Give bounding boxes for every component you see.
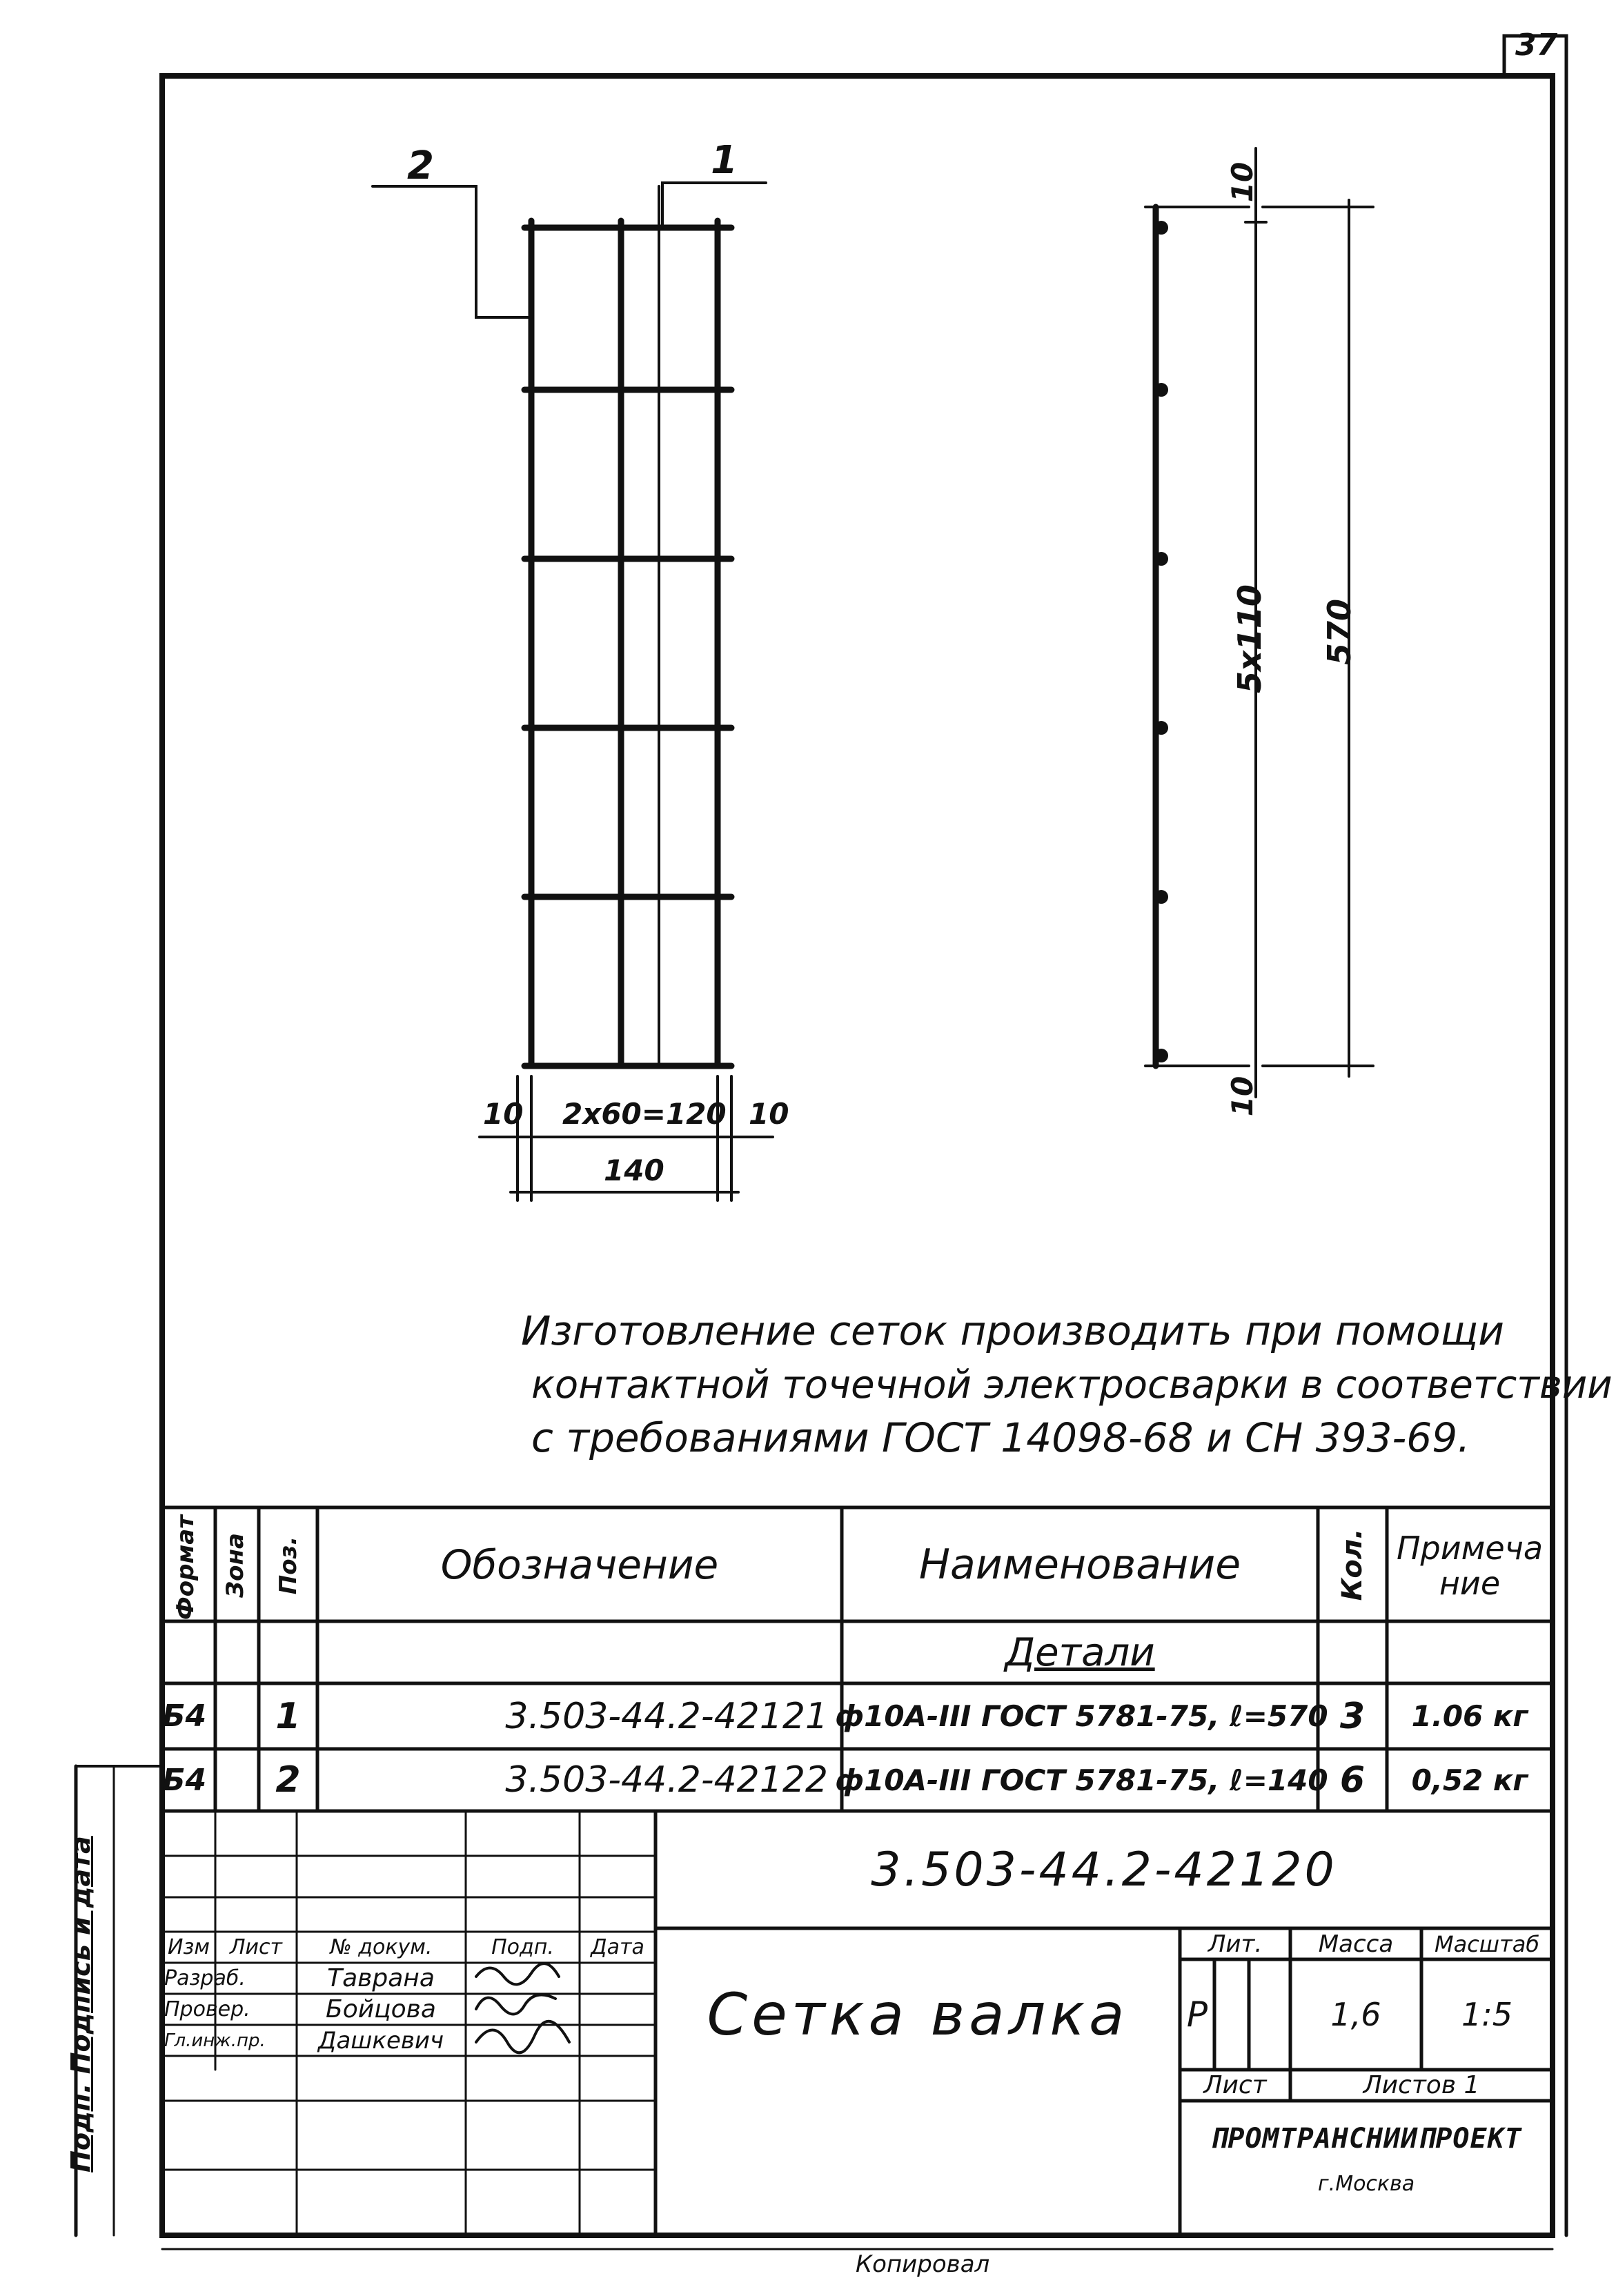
tb-scale-value: 1:5 (1461, 1996, 1513, 2033)
tb-lit-value: Р (1186, 1995, 1208, 2035)
tb-role-developer: Разраб. (164, 1966, 246, 1990)
spec-row-1-note: 1.06 кг (1411, 1699, 1528, 1733)
spec-row-2-format: Б4 (162, 1762, 207, 1798)
spec-row-2-qty: 6 (1339, 1759, 1366, 1801)
tb-mass-label: Масса (1318, 1930, 1394, 1958)
spec-row-2-pos: 2 (275, 1759, 301, 1801)
tb-mass-value: 1,6 (1330, 1996, 1381, 2033)
spec-header-name: Наименование (918, 1540, 1241, 1589)
tb-name-checker: Бойцова (326, 1995, 436, 2023)
note-line-3: с требованиями ГОСТ 14098-68 и СН 393-69. (531, 1414, 1470, 1461)
spec-row-1-name: ф10А-III ГОСТ 5781-75, ℓ=570 (835, 1699, 1328, 1733)
spec-row-2-note: 0,52 кг (1411, 1763, 1528, 1797)
signature-checker (476, 1995, 555, 2014)
spec-row-1-format: Б4 (162, 1699, 207, 1734)
sheet-number: 37 (1515, 28, 1558, 63)
dim-overall-width: 140 (604, 1154, 664, 1187)
spec-row-1-pos: 1 (275, 1695, 301, 1737)
tb-col-sheet: Лист (229, 1935, 283, 1959)
note-line-1: Изготовление сеток производить при помощи (521, 1307, 1504, 1354)
side-stamp: Подп. Подпись и дата (66, 1836, 96, 2173)
spec-row-1-designation: 3.503-44.2-42121 (505, 1695, 828, 1737)
dim-side-pitch: 5x110 (1231, 584, 1268, 693)
tb-name-chief-engineer: Дашкевич (317, 2026, 444, 2055)
tb-col-date: Дата (591, 1935, 644, 1959)
tb-role-checker: Провер. (164, 1997, 250, 2021)
dim-left-offset: 10 (483, 1097, 524, 1131)
callout-position-2: 2 (407, 144, 434, 188)
tb-col-docnum: № докум. (330, 1935, 433, 1959)
signature-chief-engineer (476, 2021, 569, 2053)
tb-role-chief-engineer: Гл.инж.пр. (164, 2030, 266, 2051)
bottom-stamp: Копировал (856, 2250, 990, 2278)
dim-side-top: 10 (1225, 161, 1259, 203)
tb-lit-label: Лит. (1208, 1930, 1263, 1958)
tb-col-change: Изм (167, 1935, 210, 1959)
signature-developer (476, 1963, 559, 1984)
tb-name-developer: Таврана (327, 1964, 435, 1992)
spec-header-pos: Поз. (275, 1536, 302, 1595)
spec-header-format: Формат (172, 1515, 199, 1620)
spec-section-details: Детали (1005, 1630, 1155, 1675)
organization-city: г.Москва (1317, 2171, 1415, 2196)
tb-sheet-label: Лист (1203, 2071, 1267, 2099)
note-line-2: контактной точечной электросварки в соответствии (531, 1363, 1613, 1407)
spec-row-2-name: ф10А-III ГОСТ 5781-75, ℓ=140 (835, 1763, 1328, 1797)
tb-col-sign: Подп. (491, 1935, 554, 1959)
doc-number: 3.503-44.2-42120 (871, 1842, 1337, 1897)
tb-sheets-label: Листов 1 (1363, 2071, 1480, 2099)
spec-row-1-qty: 3 (1339, 1695, 1366, 1737)
mesh-plan-view (524, 221, 731, 1066)
spec-header-designation: Обозначение (440, 1541, 719, 1588)
spec-row-2-designation: 3.503-44.2-42122 (505, 1759, 828, 1801)
spec-header-note: Примечание (1396, 1530, 1544, 1602)
dim-side-length: 570 (1321, 598, 1358, 666)
dim-middle-spacing: 2x60=120 (562, 1097, 727, 1131)
dim-right-offset: 10 (749, 1097, 789, 1131)
tb-scale-label: Масштаб (1434, 1930, 1540, 1957)
spec-header-qty: Кол. (1337, 1528, 1368, 1601)
organization-name: ПРОМТРАНСНИИПРОЕКТ (1210, 2123, 1522, 2155)
drawing-title: Сетка валка (707, 1981, 1129, 2048)
dim-side-bottom: 10 (1225, 1076, 1259, 1117)
callout-position-1: 1 (711, 138, 738, 183)
spec-header-zone: Зона (221, 1533, 249, 1598)
